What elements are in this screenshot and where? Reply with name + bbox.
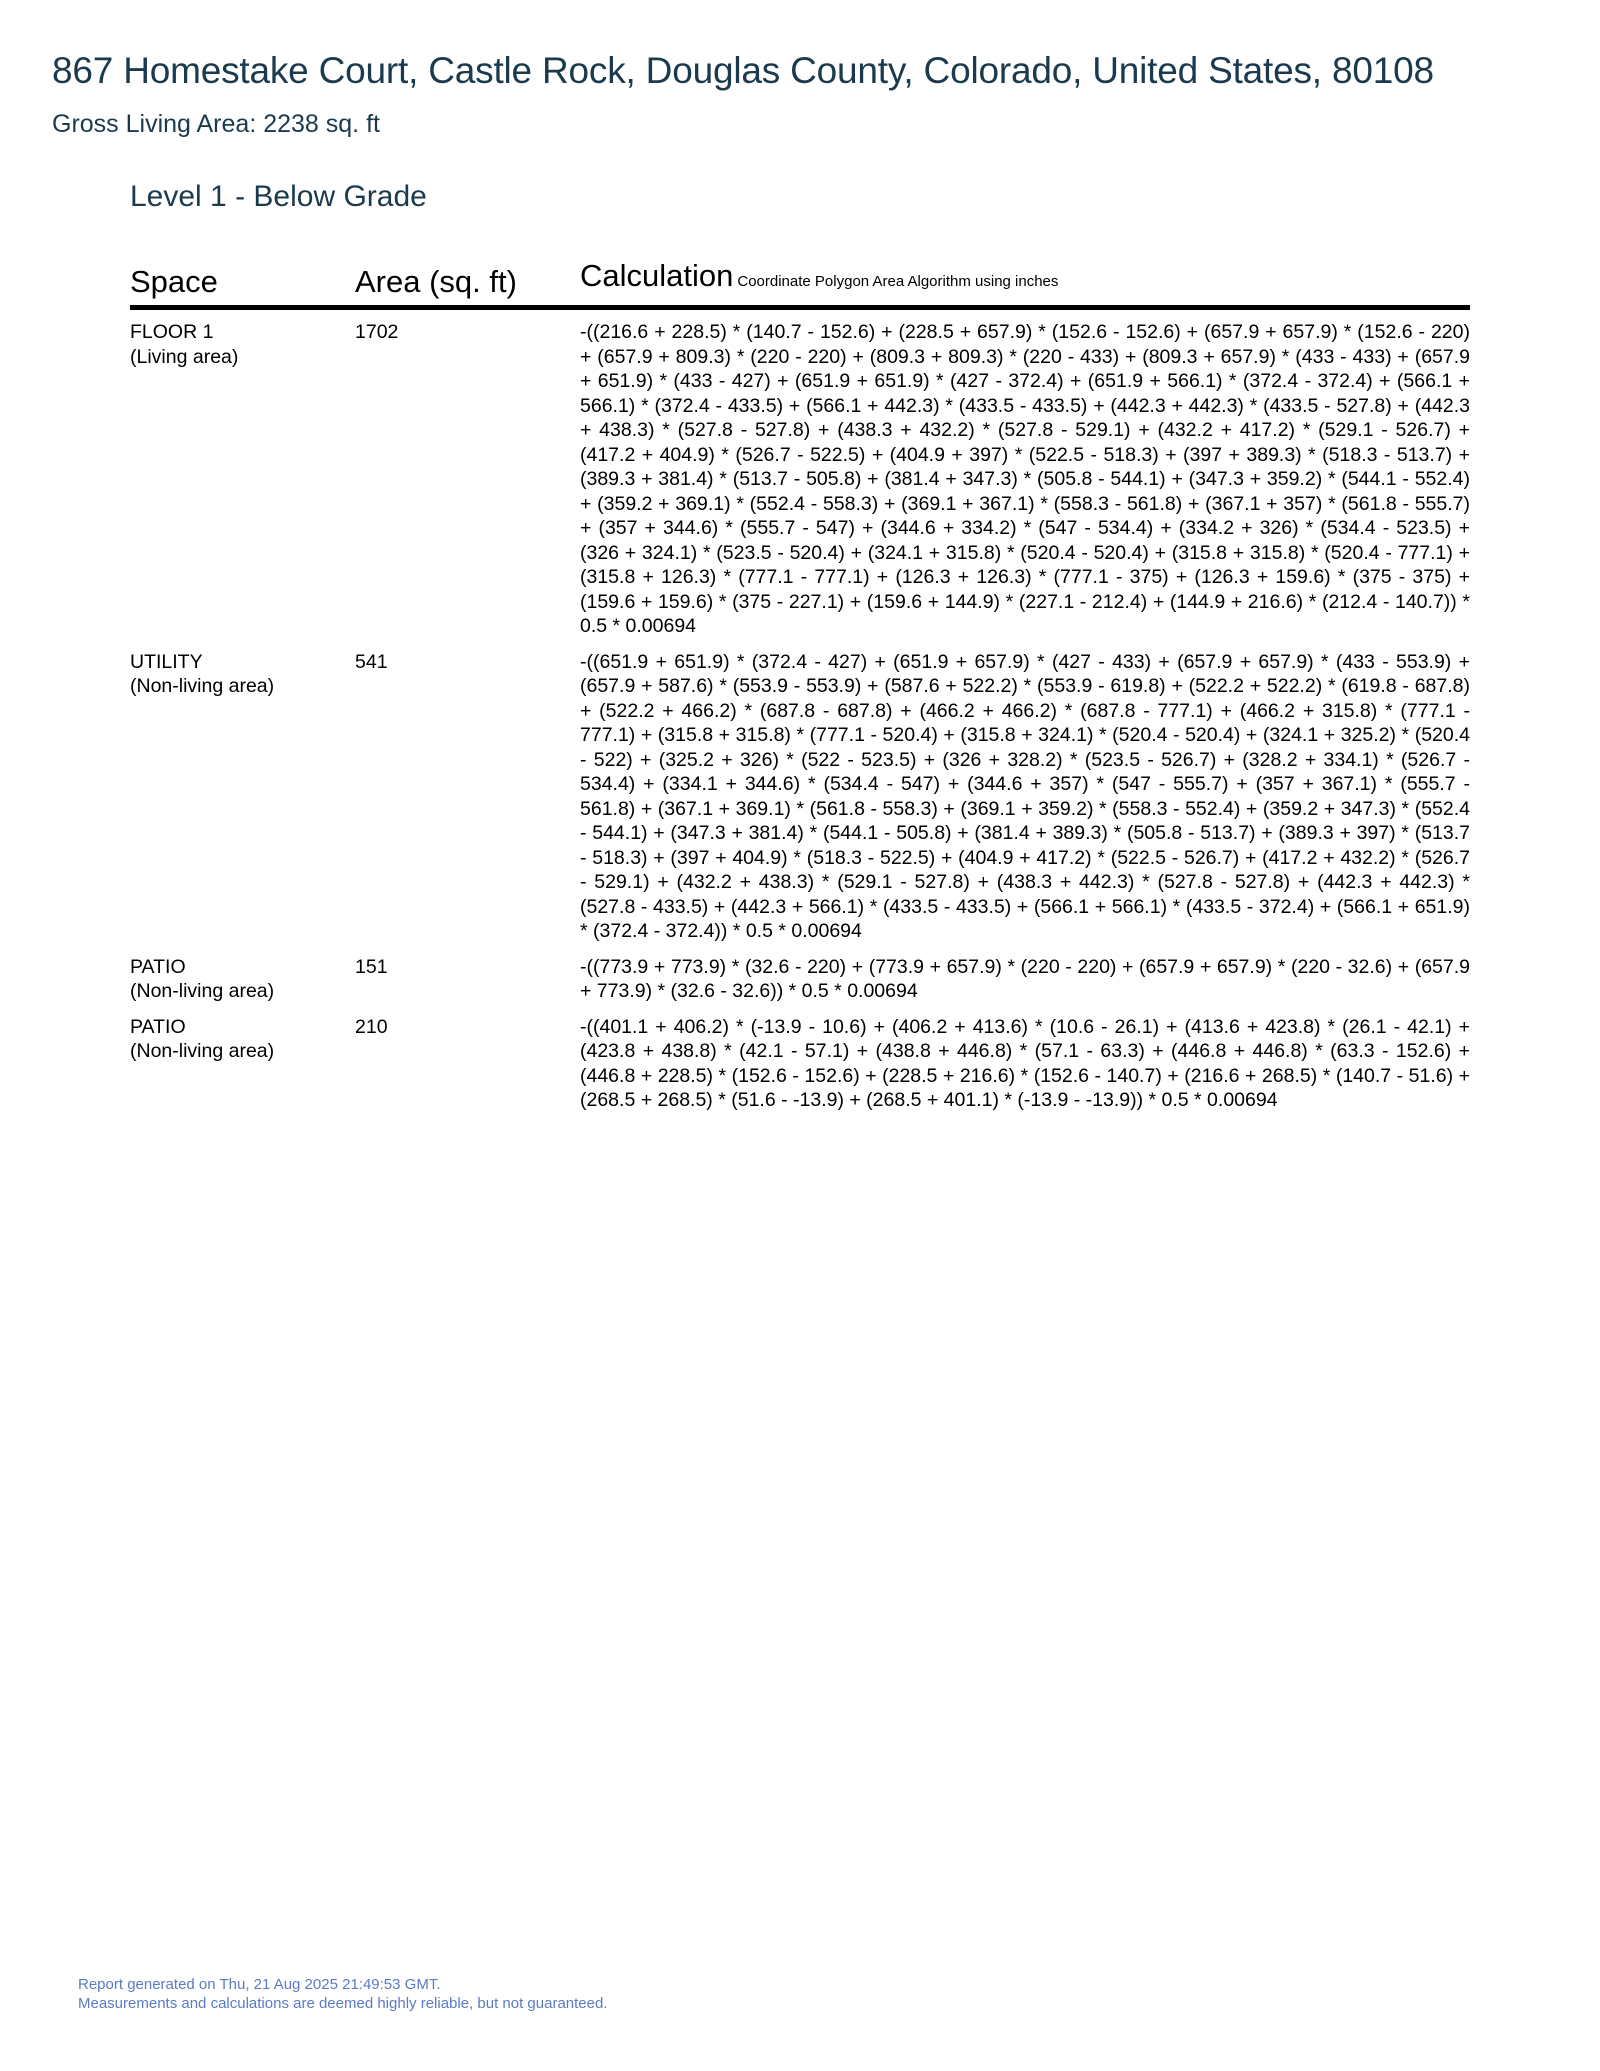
space-name: FLOOR 1 (130, 321, 214, 343)
header-area: Area (sq. ft) (355, 264, 517, 299)
space-type: (Non-living area) (130, 675, 275, 697)
disclaimer-text: Measurements and calculations are deemed highly reliable, but not guaranteed. (78, 1995, 608, 2012)
space-name: UTILITY (130, 650, 203, 673)
gross-living-area: Gross Living Area: 2238 sq. ft (52, 110, 380, 138)
header-space: Space (130, 264, 218, 299)
space-type: (Non-living area) (130, 1040, 275, 1062)
property-address: 867 Homestake Court, Castle Rock, Douglas County, Colorado, United States, 80108 (52, 50, 1434, 91)
space-cell (130, 1015, 355, 1064)
calculation-cell: -((773.9 + 773.9) * (32.6 - 220) + (773.9 + 657.9) * (220 - 220) + (657.9 + 657.9) * (220 - 32.6) + (657.9 + 773.9) * (32.6 - 32.6)) * 0.5 * 0.00694 (580, 955, 1470, 1002)
table-row (130, 650, 1470, 944)
header-calculation-cell (580, 259, 1470, 299)
report-footer (78, 1975, 608, 2013)
table-header (130, 258, 1470, 310)
area-cell: 210 (355, 1015, 388, 1038)
space-cell (130, 955, 355, 1004)
space-type: (Living area) (130, 345, 239, 368)
area-cell: 1702 (355, 321, 399, 343)
space-name: PATIO (130, 1015, 186, 1038)
calculation-cell: -((216.6 + 228.5) * (140.7 - 152.6) + (228.5 + 657.9) * (152.6 - 152.6) + (657.9 + 657.9) * (152.6 - 220) + (657.9 + 809.3) * (220 - 220) + (809.3 + 809.3) * (220 - 433) + (809.3 + 657.9) * (433 - 433) + (657.9 + 651.9) * (433 - 427) + (651.9 + 651.9) * (427 - 372.4) + (651.9 + 566.1) * (372.4 - 372.4) + (566.1 + 566.1) * (372.4 - 433.5) + (566.1 + 442.3) * (433.5 - 433.5) + (442.3 + 442.3) * (433.5 - 527.8) + (442.3 + 438.3) * (527.8 - 527.8) + (438.3 + 432.2) * (527.8 - 529.1) + (432.2 + 417.2) * (529.1 - 526.7) + (417.2 + 404.9) * (526.7 - 522.5) + (404.9 + 397) * (522.5 - 518.3) + (397 + 389.3) * (518.3 - 513.7) + (389.3 + 381.4) * (513.7 - 505.8) + (381.4 + 347.3) * (505.8 - 544.1) + (347.3 + 359.2) * (544.1 - 552.4) + (359.2 + 369.1) * (552.4 - 558.3) + (369.1 + 367.1) * (558.3 - 561.8) + (367.1 + 357) * (561.8 - 555.7) + (357 + 344.6) * (555.7 - 547) + (344.6 + 334.2) * (547 - 534.4) + (334.2 + 326) * (534.4 - 523.5) + (326 + 324.1) * (523.5 - 520.4) + (324.1 + 315.8) * (520.4 - 520.4) + (315.8 + 315.8) * (520.4 - 777.1) + (315.8 + 126.3) * (777.1 - 777.1) + (126.3 + 126.3) * (777.1 - 375) + (126.3 + 159.6) * (375 - 375) + (159.6 + 159.6) * (375 - 227.1) + (159.6 + 144.9) * (227.1 - 212.4) + (144.9 + 216.6) * (212.4 - 140.7)) * 0.5 * 0.00694 (580, 321, 1470, 637)
table-body (130, 310, 1470, 1113)
table-row (130, 955, 1470, 1004)
table-row (130, 320, 1470, 639)
space-type: (Non-living area) (130, 980, 275, 1002)
calculation-cell: -((401.1 + 406.2) * (-13.9 - 10.6) + (406.2 + 413.6) * (10.6 - 26.1) + (413.6 + 423.8) * (26.1 - 42.1) + (423.8 + 438.8) * (42.1 - 57.1) + (438.8 + 446.8) * (57.1 - 63.3) + (446.8 + 446.8) * (63.3 - 152.6) + (446.8 + 228.5) * (152.6 - 152.6) + (228.5 + 216.6) * (152.6 - 140.7) + (216.6 + 268.5) * (140.7 - 51.6) + (268.5 + 268.5) * (51.6 - -13.9) + (268.5 + 401.1) * (-13.9 - -13.9)) * 0.5 * 0.00694 (580, 1015, 1470, 1111)
area-cell: 151 (355, 955, 388, 978)
header-calculation-note: Coordinate Polygon Area Algorithm using inches (737, 273, 1059, 290)
area-cell: 541 (355, 650, 388, 673)
calculation-cell: -((651.9 + 651.9) * (372.4 - 427) + (651.9 + 657.9) * (427 - 433) + (657.9 + 657.9) * (433 - 553.9) + (657.9 + 587.6) * (553.9 - 553.9) + (587.6 + 522.2) * (553.9 - 619.8) + (522.2 + 522.2) * (619.8 - 687.8) + (522.2 + 466.2) * (687.8 - 687.8) + (466.2 + 466.2) * (687.8 - 777.1) + (466.2 + 315.8) * (777.1 - 777.1) + (315.8 + 315.8) * (777.1 - 520.4) + (315.8 + 324.1) * (520.4 - 520.4) + (324.1 + 325.2) * (520.4 - 522) + (325.2 + 326) * (522 - 523.5) + (326 + 328.2) * (523.5 - 526.7) + (328.2 + 334.1) * (526.7 - 534.4) + (334.1 + 344.6) * (534.4 - 547) + (344.6 + 357) * (547 - 555.7) + (357 + 367.1) * (555.7 - 561.8) + (367.1 + 369.1) * (561.8 - 558.3) + (369.1 + 359.2) * (558.3 - 552.4) + (359.2 + 347.3) * (552.4 - 544.1) + (347.3 + 381.4) * (544.1 - 505.8) + (381.4 + 389.3) * (505.8 - 513.7) + (389.3 + 397) * (513.7 - 518.3) + (397 + 404.9) * (518.3 - 522.5) + (404.9 + 417.2) * (522.5 - 526.7) + (417.2 + 432.2) * (526.7 - 529.1) + (432.2 + 438.3) * (529.1 - 527.8) + (438.3 + 442.3) * (527.8 - 527.8) + (442.3 + 442.3) * (527.8 - 433.5) + (442.3 + 566.1) * (433.5 - 433.5) + (566.1 + 566.1) * (433.5 - 372.4) + (566.1 + 651.9) * (372.4 - 372.4)) * 0.5 * 0.00694 (580, 650, 1470, 942)
calculation-table (130, 258, 1470, 1124)
table-row (130, 1015, 1470, 1113)
header-calculation: Calculation (580, 258, 734, 293)
report-generated-text: Report generated on Thu, 21 Aug 2025 21:49:53 GMT. (78, 1976, 441, 1993)
space-cell (130, 320, 355, 369)
space-name: PATIO (130, 955, 186, 978)
level-title: Level 1 - Below Grade (130, 180, 427, 213)
space-cell (130, 650, 355, 699)
